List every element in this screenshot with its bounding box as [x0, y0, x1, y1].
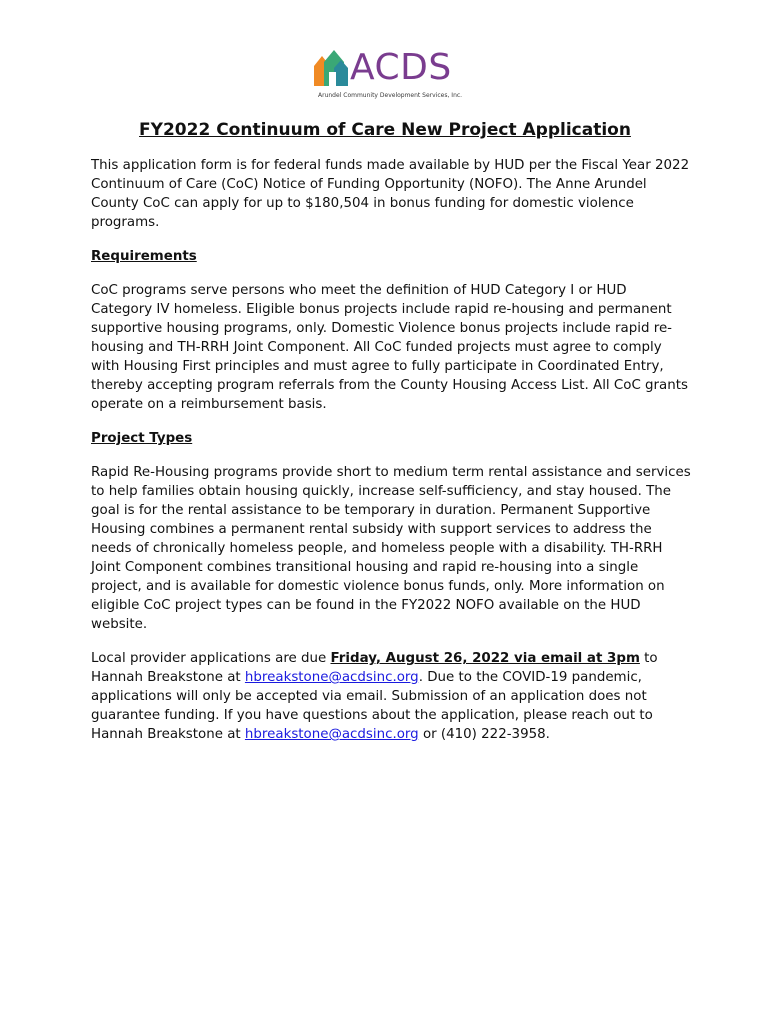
requirements-heading: Requirements	[91, 249, 197, 264]
intro-paragraph: This application form is for federal funds made available by HUD per the Fiscal Year 2022 Continuum of Care (CoC) Notice of Funding Opportunity (NOFO). The Anne Arundel County CoC can apply for up to $180,504 in bonus funding for domestic violence programs.	[91, 158, 690, 230]
requirements-paragraph: CoC programs serve persons who meet the definition of HUD Category I or HUD Category IV homeless. Eligible bonus projects include rapid re-housing and permanent supportive housing programs, only. Domestic Violence bonus projects include rapid re-housing and TH-RRH Joint Component. All CoC funded projects must agree to comply with Housing First principles and must agree to fully participate in Coordinated Entry, thereby accepting program referrals from the County Housing Access List. All CoC grants operate on a reimbursement basis.	[91, 283, 688, 412]
closing-text-3: . Due to the COVID-19 pandemic, applications will only be accepted via email. Submission of an application does not guarantee funding. If you have questions about the application, please reach out to Hannah Breakstone at	[91, 670, 653, 742]
closing-text-4: or (410) 222-3958.	[418, 727, 550, 742]
closing-paragraph	[91, 649, 691, 744]
closing-text-2: to Hannah Breakstone at	[91, 651, 658, 685]
houses-logo-icon	[312, 46, 352, 88]
deadline-text: Friday, August 26, 2022 via email at 3pm	[330, 651, 640, 666]
closing-text-1: Local provider applications are due	[91, 651, 331, 666]
logo-wordmark: ACDS	[350, 47, 452, 88]
document-body	[91, 156, 691, 759]
project-types-paragraph: Rapid Re-Housing programs provide short to medium term rental assistance and services to help families obtain housing quickly, increase self-sufficiency, and stay housed. The goal is for the rental assistance to be temporary in duration. Permanent Supportive Housing combines a permanent rental subsidy with support services to address the needs of chronically homeless people, and homeless people with a disability. TH-RRH Joint Component combines transitional housing and rapid re-housing into a single project, and is available for domestic violence bonus funds, only. More information on eligible CoC project types can be found in the FY2022 NOFO available on the HUD website.	[91, 465, 691, 632]
email-link-2[interactable]: hbreakstone@acdsinc.org	[244, 727, 419, 742]
acds-logo	[312, 46, 472, 104]
email-link-1[interactable]: hbreakstone@acdsinc.org	[244, 670, 419, 685]
project-types-heading: Project Types	[91, 431, 193, 446]
logo-tagline: Arundel Community Development Services, Inc.	[318, 92, 463, 99]
page-title: FY2022 Continuum of Care New Project Application	[139, 120, 631, 140]
